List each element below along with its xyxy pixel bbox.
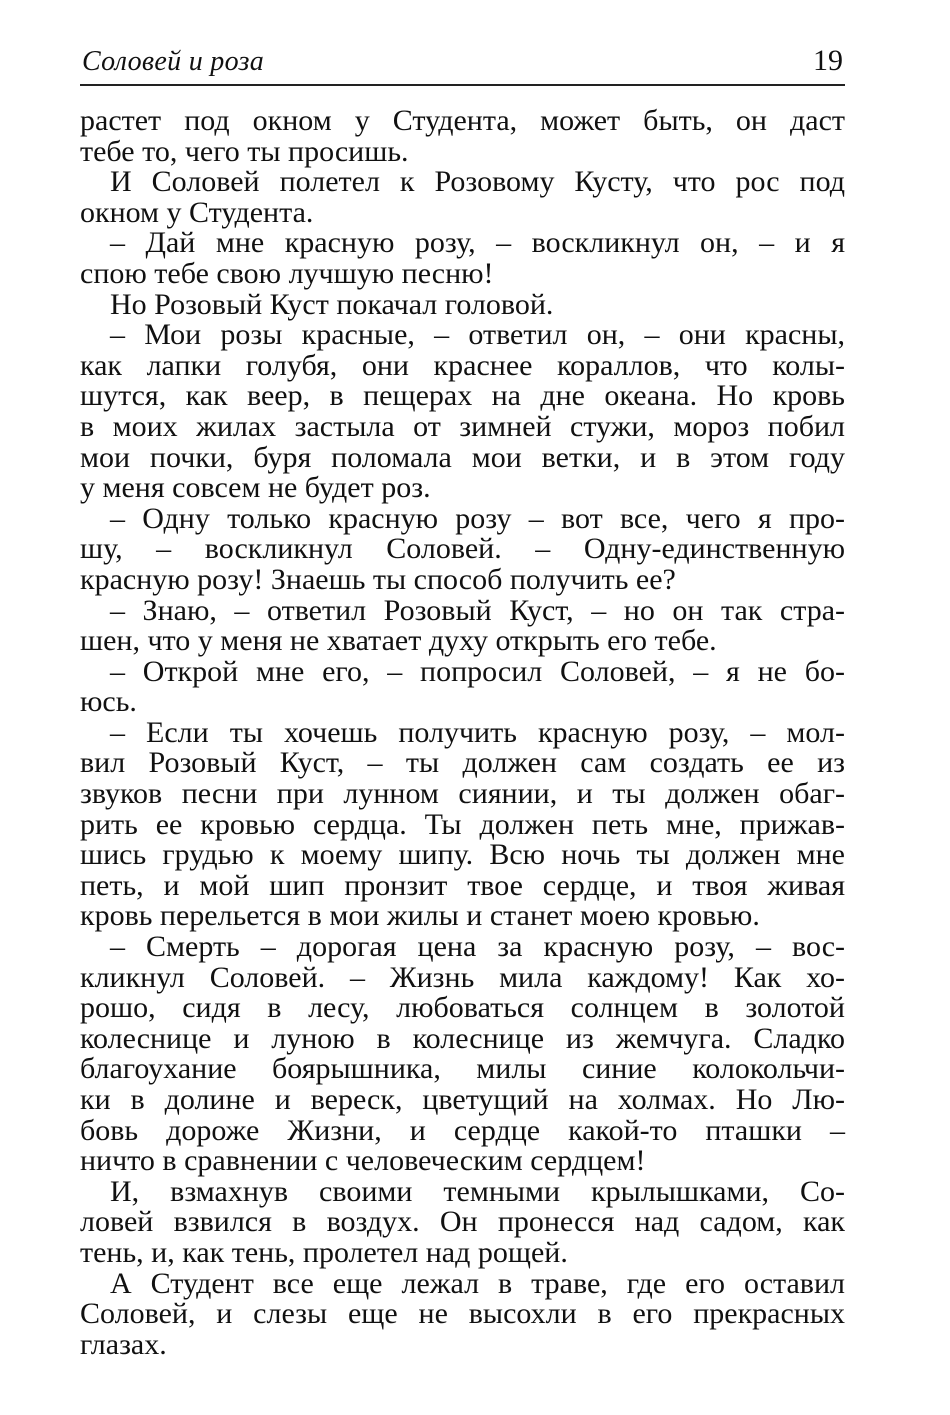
paragraph [80, 228, 845, 289]
paragraph [80, 1266, 845, 1361]
text-line: И Соловей полетел к Розовому Кусту, что рос под [110, 165, 845, 199]
text-line: спою тебе свою лучшую песню! [80, 256, 494, 290]
text-line: окном у Студента. [80, 195, 314, 229]
text-line: в моих жилах застыла от зимней стужи, мороз побил [80, 409, 845, 443]
text-line: как лапки голубя, они краснее кораллов, что колы- [80, 348, 845, 382]
text-line: ловей взвился в воздух. Он пронесся над садом, как [80, 1205, 845, 1239]
text-line: кровь перельется в мои жилы и станет моею кровью. [80, 899, 760, 933]
text-line: – Одну только красную розу – вот все, чего я про- [110, 501, 845, 535]
paragraph [80, 1174, 845, 1269]
text-body [80, 106, 845, 1360]
text-line: шу, – воскликнул Соловей. – Одну-единственную [80, 532, 845, 566]
paragraph [80, 501, 845, 596]
text-line: тебе то, чего ты просишь. [80, 134, 409, 168]
text-line: красную розу! Знаешь ты способ получить ее? [80, 562, 676, 596]
text-line: ничто в сравнении с человеческим сердцем! [80, 1144, 646, 1178]
paragraph [80, 715, 845, 933]
text-line: вил Розовый Куст, – ты должен сам создать ее из [80, 746, 845, 780]
text-line: глазах. [80, 1327, 167, 1361]
paragraph [80, 106, 845, 167]
paragraph [80, 932, 845, 1177]
text-line: – Открой мне его, – попросил Соловей, – я не бо- [110, 654, 845, 688]
text-line: растет под окном у Студента, может быть, он даст [80, 104, 845, 137]
text-line: – Дай мне красную розу, – воскликнул он, – и я [110, 226, 845, 260]
text-line: юсь. [80, 685, 137, 719]
text-line: у меня совсем не будет роз. [80, 471, 431, 505]
running-title: Соловей и роза [82, 46, 265, 77]
text-line: – Знаю, – ответил Розовый Куст, – но он так стра- [110, 593, 845, 627]
paragraph [80, 593, 845, 658]
text-line: Но Розовый Куст покачал головой. [110, 287, 554, 321]
page-number: 19 [813, 44, 843, 77]
text-line: шен, что у меня не хватает духу открыть его тебе. [80, 624, 717, 658]
text-line: шутся, как веер, в пещерах на дне океана. Но кровь [80, 379, 845, 413]
text-line: – Если ты хочешь получить красную розу, – мол- [110, 715, 845, 749]
text-line: – Мои розы красные, – ответил он, – они красны, [110, 318, 845, 352]
text-line: Соловей, и слезы еще не высохли в его прекрасных [80, 1297, 845, 1331]
paragraph [80, 167, 845, 228]
text-line: А Студент все еще лежал в траве, где его оставил [110, 1266, 845, 1300]
text-line: ки в долине и вереск, цветущий на холмах. Но Лю- [80, 1083, 845, 1116]
running-header [80, 40, 845, 86]
text-line: кликнул Соловей. – Жизнь мила каждому! Как хо- [80, 960, 845, 994]
paragraph [80, 320, 845, 504]
paragraph [80, 287, 845, 321]
text-line: шись грудью к моему шипу. Всю ночь ты должен мне [80, 838, 845, 872]
text-line: И, взмахнув своими темными крылышками, Со- [110, 1174, 845, 1208]
paragraph [80, 654, 845, 719]
text-line: рить ее кровью сердца. Ты должен петь мне, прижав- [80, 807, 845, 841]
text-line: рошо, сидя в лесу, любоваться солнцем в золотой [80, 991, 845, 1025]
text-line: – Смерть – дорогая цена за красную розу, – вос- [110, 930, 845, 964]
text-line: благоухание боярышника, милы синие колокольчи- [80, 1052, 845, 1086]
text-line: колеснице и луною в колеснице из жемчуга. Сладко [80, 1021, 845, 1055]
text-line: мои почки, буря поломала мои ветки, и в этом году [80, 440, 845, 474]
text-line: звуков песни при лунном сиянии, и ты должен обаг- [80, 777, 845, 811]
text-line: петь, и мой шип пронзит твое сердце, и твоя живая [80, 868, 845, 902]
text-line: тень, и, как тень, пролетел над рощей. [80, 1235, 568, 1269]
text-line: бовь дороже Жизни, и сердце какой-то пташки – [80, 1113, 845, 1147]
